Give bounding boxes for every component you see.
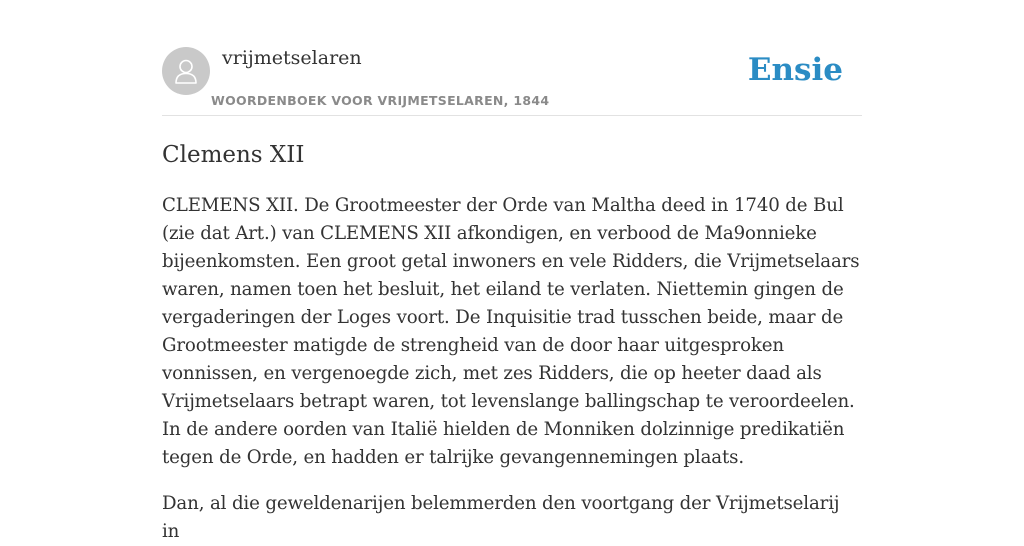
page: [162, 0, 862, 546]
header: [162, 0, 862, 116]
username-link[interactable]: vrijmetselaren: [222, 47, 362, 69]
page-title: Clemens XII: [162, 142, 305, 168]
article-paragraph: CLEMENS XII. De Grootmeester der Orde van Maltha deed in 1740 de Bul (zie dat Art.) van CLEMENS XII afkondigen, en verbood de Ma9onnieke bijeenkomsten. Een groot getal inwoners en vele Ridders, die Vrijmetselaars waren, namen toen het besluit, het eiland te verlaten. Niettemin gingen de vergaderingen der Loges voort. De Inquisitie trad tusschen beide, maar de Grootmeester matigde de strengheid van de door haar uitgesproken vonnissen, en vergenoegde zich, met zes Ridders, die op heeter daad als Vrijmetselaars betrapt waren, tot levenslange ballingschap te veroordeelen. In de andere oorden van Italië hielden de Monniken dolzinnige predikatiën tegen de Orde, en hadden er talrijke gevangennemingen plaats.: [162, 195, 860, 468]
article-paragraph: Dan, al die geweldenarijen belemmerden den voortgang der Vrijmetselarij in: [162, 493, 840, 542]
user-icon: [171, 56, 201, 86]
source-label[interactable]: WOORDENBOEK VOOR VRIJMETSELAREN, 1844: [211, 93, 550, 108]
article-body: [162, 192, 862, 546]
avatar[interactable]: [162, 47, 210, 95]
brand-logo[interactable]: Ensie: [747, 52, 843, 88]
